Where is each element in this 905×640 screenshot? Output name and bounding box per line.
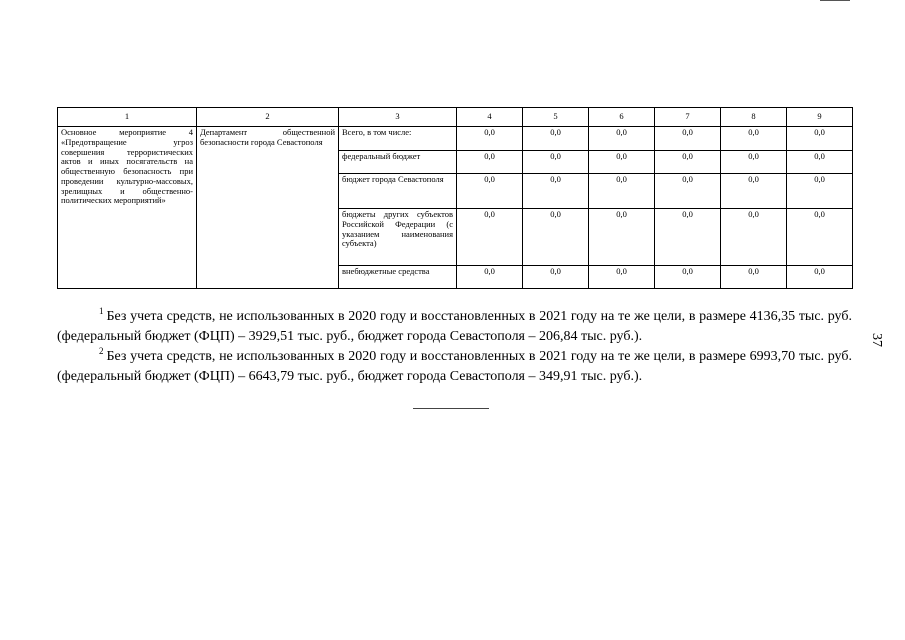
column-header: 1 <box>58 108 197 127</box>
value-cell: 0,0 <box>721 151 787 174</box>
value-cell: 0,0 <box>523 151 589 174</box>
value-cell: 0,0 <box>523 127 589 151</box>
value-cell: 0,0 <box>457 266 523 289</box>
footnote-text: Без учета средств, не использованных в 2020 году и восстановленных в 2021 году на те же цели, в размере 4136,35 тыс. руб. (федеральный бюджет (ФЦП) – 3929,51 тыс. руб., бюджет города Севастополя – 206,84 тыс. руб.). <box>57 309 852 344</box>
value-cell: 0,0 <box>721 174 787 209</box>
funding-source-cell: бюджет города Севастополя <box>339 174 457 209</box>
column-header: 7 <box>655 108 721 127</box>
value-cell: 0,0 <box>721 209 787 266</box>
footnote <box>57 347 852 387</box>
footnote-marker: 1 <box>99 306 104 316</box>
column-header: 3 <box>339 108 457 127</box>
column-header: 2 <box>197 108 339 127</box>
column-header: 5 <box>523 108 589 127</box>
funding-source-cell: внебюджетные средства <box>339 266 457 289</box>
value-cell: 0,0 <box>787 266 853 289</box>
value-cell: 0,0 <box>787 174 853 209</box>
value-cell: 0,0 <box>655 209 721 266</box>
bottom-divider <box>413 408 489 409</box>
column-header: 9 <box>787 108 853 127</box>
executor-cell: Департамент общественной безопасности города Севастополя <box>197 127 339 289</box>
value-cell: 0,0 <box>787 209 853 266</box>
value-cell: 0,0 <box>589 151 655 174</box>
value-cell: 0,0 <box>589 127 655 151</box>
value-cell: 0,0 <box>457 174 523 209</box>
value-cell: 0,0 <box>589 266 655 289</box>
value-cell: 0,0 <box>721 127 787 151</box>
value-cell: 0,0 <box>655 174 721 209</box>
value-cell: 0,0 <box>655 151 721 174</box>
budget-table <box>57 107 853 289</box>
footnotes <box>57 307 852 387</box>
page-number: 37 <box>869 333 884 347</box>
value-cell: 0,0 <box>457 127 523 151</box>
value-cell: 0,0 <box>589 209 655 266</box>
table-row <box>58 127 853 151</box>
column-header: 4 <box>457 108 523 127</box>
footnote-marker: 2 <box>99 346 104 356</box>
column-header: 6 <box>589 108 655 127</box>
column-header: 8 <box>721 108 787 127</box>
value-cell: 0,0 <box>457 209 523 266</box>
value-cell: 0,0 <box>523 174 589 209</box>
funding-source-cell: бюджеты других субъектов Российской Федерации (с указанием наименования субъекта) <box>339 209 457 266</box>
value-cell: 0,0 <box>589 174 655 209</box>
footnote <box>57 307 852 347</box>
value-cell: 0,0 <box>523 266 589 289</box>
table-header-row <box>58 108 853 127</box>
value-cell: 0,0 <box>523 209 589 266</box>
footnote-text: Без учета средств, не использованных в 2020 году и восстановленных в 2021 году на те же цели, в размере 6993,70 тыс. руб. (федеральный бюджет (ФЦП) – 6643,79 тыс. руб., бюджет города Севастополя – 349,91 тыс. руб.). <box>57 349 852 384</box>
value-cell: 0,0 <box>655 266 721 289</box>
value-cell: 0,0 <box>787 151 853 174</box>
measure-cell: Основное мероприятие 4 «Предотвращение угроз совершения террористических актов и иных посягательств на общественную безопасность при проведении культурно-массовых, зрелищных и общественно-политических мероприятий» <box>58 127 197 289</box>
value-cell: 0,0 <box>457 151 523 174</box>
funding-source-cell: федеральный бюджет <box>339 151 457 174</box>
value-cell: 0,0 <box>721 266 787 289</box>
value-cell: 0,0 <box>787 127 853 151</box>
top-divider <box>820 0 850 1</box>
funding-source-cell: Всего, в том числе: <box>339 127 457 151</box>
value-cell: 0,0 <box>655 127 721 151</box>
